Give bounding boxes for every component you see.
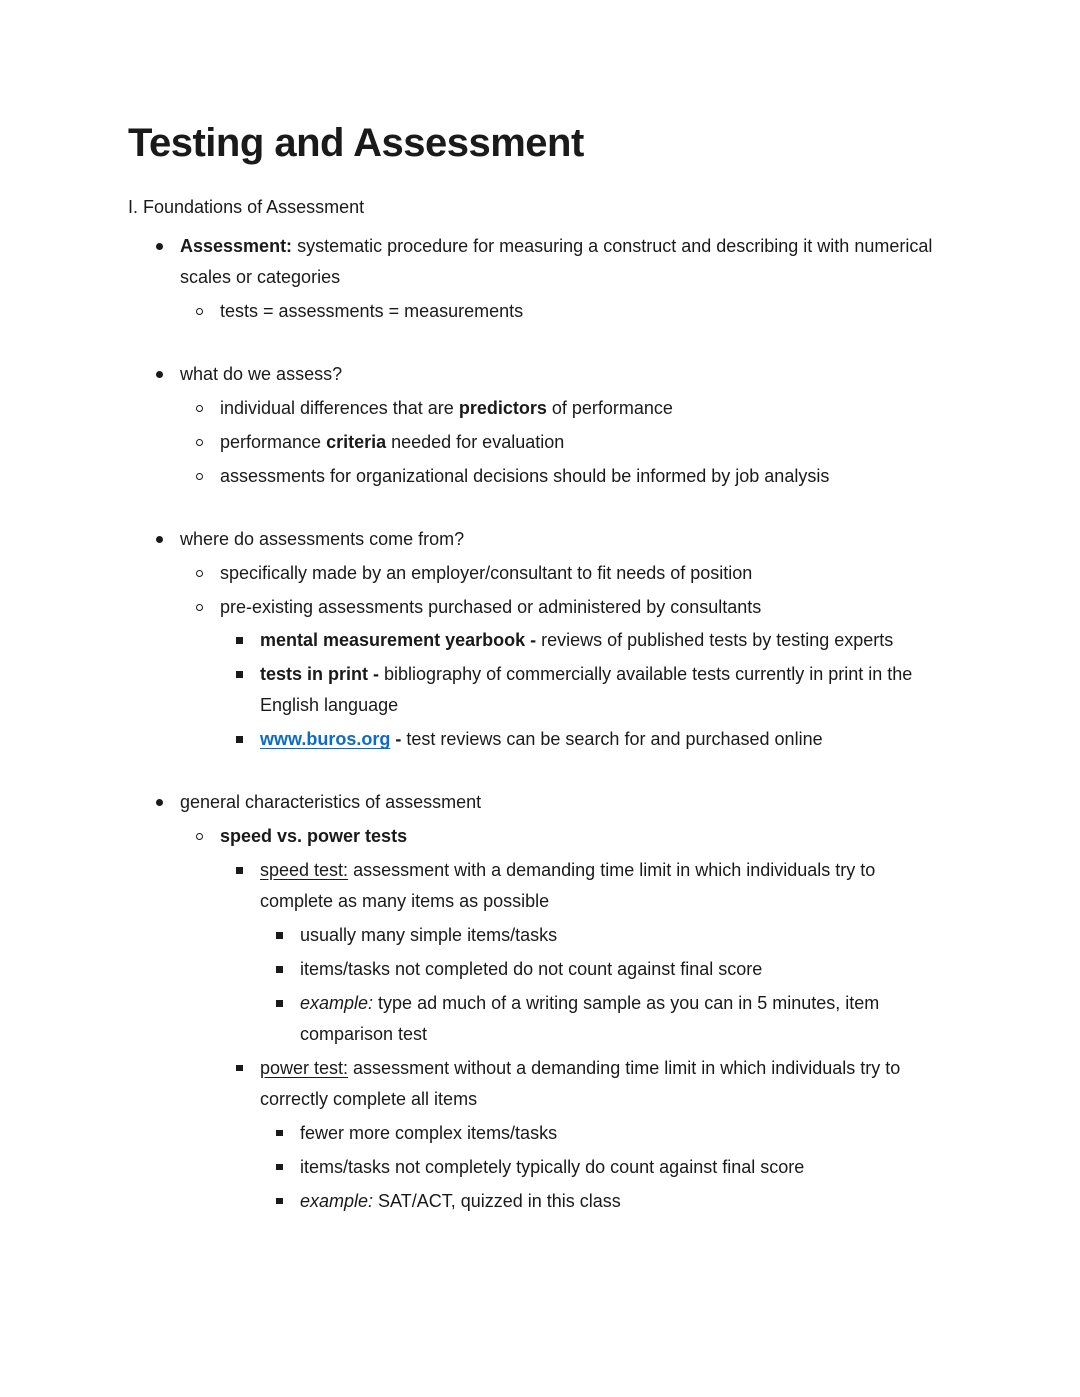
list-item [196,296,952,327]
text-segment: usually many simple items/tasks [300,925,558,946]
item-text [300,920,952,951]
outline-list-depth-1 [196,296,952,327]
text-segment: reviews of published tests by testing experts [536,630,894,651]
text-segment: assessment with a demanding time limit in which individuals try to complete as many items as possible [260,860,876,912]
item-text [220,821,952,852]
text-segment: mental measurement yearbook - [260,630,537,651]
text-segment: needed for evaluation [386,431,565,452]
list-item [236,625,952,656]
text-segment: example: [300,993,374,1014]
item-text [260,1053,952,1115]
outline-list-depth-1 [196,558,952,756]
list-item [276,988,952,1050]
item-text [220,427,952,458]
text-segment: bibliography of commercially available tests currently in print in the English language [260,664,913,716]
text-segment: tests = assessments = measurements [220,300,524,321]
list-item [276,1186,952,1217]
text-segment: individual differences that are [220,397,459,418]
text-segment: criteria [326,431,387,452]
text-segment: speed vs. power tests [220,826,408,847]
text-segment: assessment without a demanding time limit in which individuals try to correctly complete all items [260,1057,901,1109]
buros-link[interactable]: www.buros.org [260,729,391,750]
item-text [220,558,952,589]
text-segment: assessments for organizational decisions should be informed by job analysis [220,465,830,486]
text-segment: fewer more complex items/tasks [300,1122,558,1143]
square-bullet-icon [276,1164,300,1171]
item-text [300,988,952,1050]
list-item [276,920,952,951]
square-bullet-icon [236,867,260,874]
list-item [276,954,952,985]
list-item [156,231,952,293]
text-segment: pre-existing assessments purchased or administered by consultants [220,596,762,617]
list-item [236,724,952,755]
list-item [196,427,952,458]
text-segment: general characteristics of assessment [180,792,482,813]
page-title: Testing and Assessment [128,121,584,165]
outline-list-depth-2 [236,625,952,755]
circle-bullet-icon [196,473,220,480]
text-segment: what do we assess? [180,363,343,384]
text-segment: Assessment: [180,235,293,256]
outline [128,231,952,1217]
item-text [300,1186,952,1217]
circle-bullet-icon [196,405,220,412]
item-text [180,524,952,555]
circle-bullet-icon [196,833,220,840]
text-segment: power test: [260,1057,349,1078]
list-item [196,558,952,589]
list-item [156,524,952,555]
disc-bullet-icon [156,536,180,543]
text-segment: speed test: [260,860,349,881]
item-text [260,625,952,656]
item-text [260,724,952,755]
list-item [236,1053,952,1115]
square-bullet-icon [276,932,300,939]
text-segment: specifically made by an employer/consultant to fit needs of position [220,562,753,583]
list-item [276,1118,952,1149]
outline-list-depth-1 [196,821,952,1216]
item-text [180,787,952,818]
square-bullet-icon [236,671,260,678]
outline-list-depth-0 [156,231,952,1217]
square-bullet-icon [276,966,300,973]
section-heading: I. Foundations of Assessment [128,197,365,217]
list-item [196,393,952,424]
list-item [196,461,952,492]
item-text [220,296,952,327]
text-segment: items/tasks not completely typically do count against final score [300,1156,805,1177]
outline-list-depth-3 [276,1118,952,1217]
item-text [180,359,952,390]
item-text [260,855,952,917]
list-item [196,821,952,852]
list-item [156,787,952,818]
item-text [220,461,952,492]
text-segment: SAT/ACT, quizzed in this class [373,1190,621,1211]
text-segment: example: [300,1190,374,1211]
circle-bullet-icon [196,604,220,611]
text-segment: where do assessments come from? [180,528,465,549]
list-item [156,359,952,390]
item-text [180,231,952,293]
outline-list-depth-1 [196,393,952,492]
text-segment: test reviews can be search for and purchased online [406,729,823,750]
text-segment: tests in print - [260,664,380,685]
square-bullet-icon [276,1130,300,1137]
square-bullet-icon [236,736,260,743]
item-text [300,1118,952,1149]
square-bullet-icon [236,1065,260,1072]
text-segment: items/tasks not completed do not count against final score [300,959,763,980]
list-item [196,592,952,623]
list-item [236,855,952,917]
outline-list-depth-2 [236,855,952,1216]
circle-bullet-icon [196,439,220,446]
text-segment: predictors [458,397,547,418]
disc-bullet-icon [156,243,180,250]
square-bullet-icon [276,1198,300,1205]
item-text [260,659,952,721]
item-text [300,954,952,985]
square-bullet-icon [276,1000,300,1007]
text-segment: systematic procedure for measuring a construct and describing it with numerical scales or categories [180,235,933,287]
text-segment: - [390,729,407,750]
list-item [236,659,952,721]
list-item [276,1152,952,1183]
text-segment: performance [220,431,327,452]
disc-bullet-icon [156,371,180,378]
text-segment: type ad much of a writing sample as you can in 5 minutes, item comparison test [300,993,880,1044]
square-bullet-icon [236,637,260,644]
disc-bullet-icon [156,799,180,806]
item-text [220,592,952,623]
circle-bullet-icon [196,308,220,315]
outline-list-depth-3 [276,920,952,1050]
item-text [300,1152,952,1183]
circle-bullet-icon [196,570,220,577]
item-text [220,393,952,424]
text-segment: of performance [546,397,673,418]
